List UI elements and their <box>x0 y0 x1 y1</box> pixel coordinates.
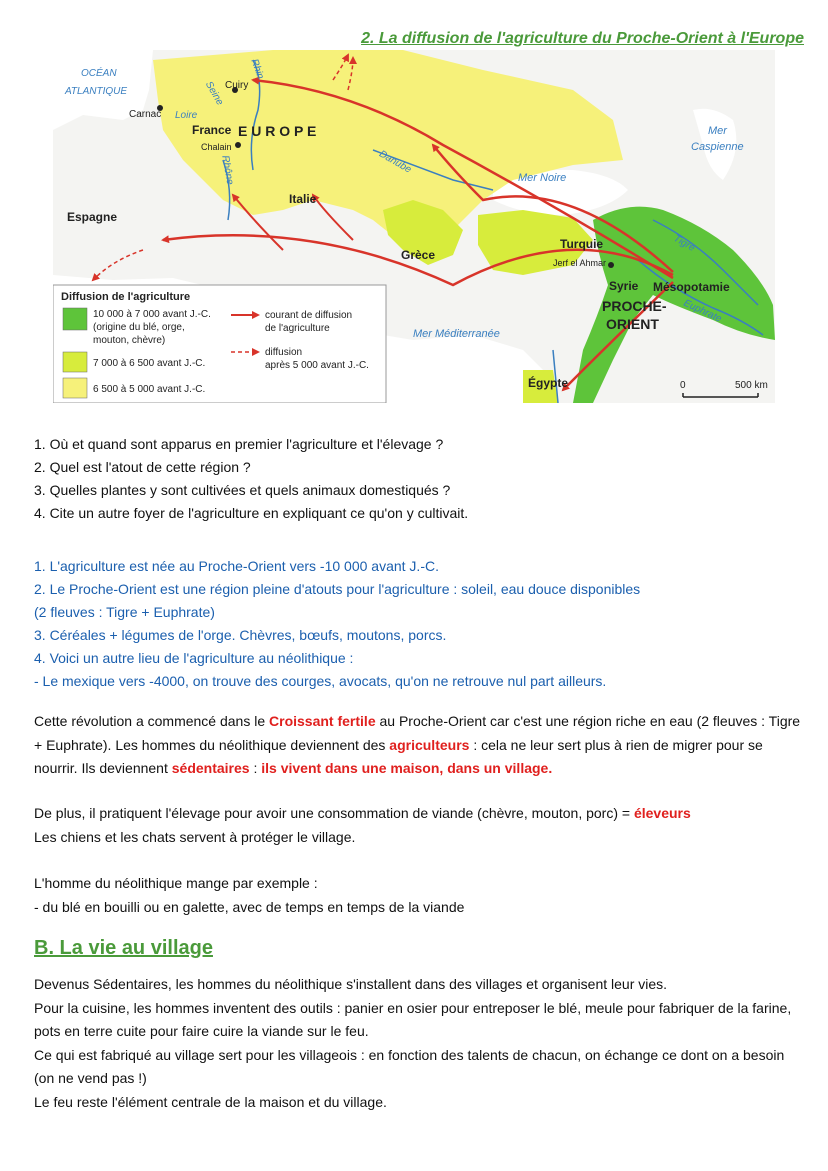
legend-item1-line1: 10 000 à 7 000 avant J.-C. <box>93 309 211 320</box>
grece-label: Grèce <box>401 248 436 262</box>
mer-noire-label: Mer Noire <box>518 172 567 184</box>
caspienne-label-2: Caspienne <box>691 141 744 153</box>
question-1: 1. Où et quand sont apparus en premier l'agriculture et l'élevage ? <box>34 436 444 452</box>
legend-arrow2-line1: diffusion <box>265 347 303 358</box>
p1-text-4: : <box>249 760 262 776</box>
paragraph-croissant-fertile <box>34 710 804 781</box>
p1-highlight-village: ils vivent dans une maison, dans un village. <box>261 760 553 776</box>
syrie-label: Syrie <box>609 279 639 293</box>
legend-item3: 6 500 à 5 000 avant J.-C. <box>93 384 206 395</box>
chalain-dot <box>235 142 241 148</box>
legend-item2: 7 000 à 6 500 avant J.-C. <box>93 358 206 369</box>
p1-text-2: au Proche-Orient car c'est une région riche en eau (2 fleuves : Tigre + Euphrate). Les hommes du néolithique deviennent des <box>34 713 801 753</box>
question-4: 4. Cite un autre foyer de l'agriculture en expliquant ce qu'on y cultivait. <box>34 505 469 521</box>
village-p1: Devenus Sédentaires, les hommes du néolithique s'installent dans des villages et organisent leur vies. <box>34 976 668 992</box>
question-3: 3. Quelles plantes y sont cultivées et quels animaux domestiqués ? <box>34 482 451 498</box>
map-legend <box>53 285 386 403</box>
answer-3: 3. Céréales + légumes de l'orge. Chèvres, bœufs, moutons, porcs. <box>34 627 447 643</box>
legend-item1-line3: mouton, chèvre) <box>93 335 166 346</box>
europe-label: E U R O P E <box>238 123 317 139</box>
legend-swatch-zone3 <box>63 378 87 398</box>
ocean-label: OCÉAN <box>81 68 117 79</box>
orient-label: ORIENT <box>606 316 659 332</box>
village-p2: Pour la cuisine, les hommes inventent des outils : panier en osier pour entreposer le blé, meule pour fabriquer de la farine, pots en terre cuite pour faire cuire la viande sur le feu. <box>34 999 792 1039</box>
p1-text-1: Cette révolution a commencé dans le <box>34 713 270 729</box>
cuiry-label: Cuiry <box>225 80 249 91</box>
danube-label: Danube <box>377 148 414 176</box>
village-p4: Le feu reste l'élément centrale de la maison et du village. <box>34 1093 387 1110</box>
scale-km: 500 km <box>735 380 768 391</box>
proche-label: PROCHE- <box>602 298 667 314</box>
p1-highlight-agriculteurs: agriculteurs <box>389 736 470 753</box>
espagne-label: Espagne <box>67 210 118 224</box>
answer-2: 2. Le Proche-Orient est une région pleine d'atouts pour l'agriculture : soleil, eau douce disponibles <box>34 581 641 597</box>
scale-zero: 0 <box>680 380 686 391</box>
legend-title: Diffusion de l'agriculture <box>61 291 191 303</box>
answer-4-detail: - Le mexique vers -4000, on trouve des courges, avocats, qu'on ne retrouve nul part ailleurs. <box>34 673 607 689</box>
p1-highlight-croissant: Croissant fertile <box>269 713 376 729</box>
carnac-label: Carnac <box>129 109 162 120</box>
mesopotamie-label: Mésopotamie <box>653 280 730 294</box>
euphrate-label: Euphrate <box>681 297 724 325</box>
jerf-label: Jerf el Ahmar <box>553 258 607 268</box>
legend-item1-line2: (origine du blé, orge, <box>93 322 185 333</box>
map-svg <box>53 50 775 403</box>
p2-highlight-eleveurs: éleveurs <box>633 805 691 821</box>
atlantique-label: ATLANTIQUE <box>65 86 128 97</box>
p3-line-2: - du blé en bouilli ou en galette, avec de temps en temps de la viande <box>34 898 465 915</box>
legend-swatch-zone2 <box>63 352 87 372</box>
loire-label: Loire <box>175 110 198 121</box>
turquie-label: Turquie <box>560 237 604 251</box>
chalain-label: Chalain <box>201 142 232 152</box>
village-p3: Ce qui est fabriqué au village sert pour les villageois : en fonction des talents de chacun, on échange ce dont on a besoin (on ne vend pas !) <box>34 1046 785 1086</box>
answer-1: 1. L'agriculture est née au Proche-Orient vers -10 000 avant J.-C. <box>34 558 439 574</box>
p2-line-1 <box>34 802 804 826</box>
tigre-label: Tigre <box>671 233 697 254</box>
italie-label: Italie <box>289 192 317 206</box>
caspienne-label-1: Mer <box>708 125 727 137</box>
section-b-title: B. La vie au village <box>34 937 213 959</box>
legend-arrow1-line1: courant de diffusion <box>265 310 353 321</box>
p2-line-2: Les chiens et les chats servent à protéger le village. <box>34 828 356 845</box>
france-label: France <box>192 123 232 137</box>
p1-highlight-sedentaires: sédentaires <box>171 760 250 776</box>
jerf-dot <box>608 262 614 268</box>
paragraph-elevage <box>34 802 804 849</box>
legend-swatch-zone1 <box>63 308 87 330</box>
questions-list <box>34 433 804 525</box>
legend-arrow2-line2: après 5 000 avant J.-C. <box>265 360 369 371</box>
rhone-label: Rhône <box>219 154 236 186</box>
section-title: 2. La diffusion de l'agriculture du Proche-Orient à l'Europe <box>361 30 804 47</box>
question-2: 2. Quel est l'atout de cette région ? <box>34 459 251 475</box>
seine-label: Seine <box>202 79 226 108</box>
answer-2-continued: (2 fleuves : Tigre + Euphrate) <box>34 604 215 620</box>
village-text <box>34 973 804 1114</box>
paragraph-alimentation <box>34 872 804 919</box>
answer-4: 4. Voici un autre lieu de l'agriculture au néolithique : <box>34 650 354 666</box>
legend-arrow1-line2: de l'agriculture <box>265 323 330 334</box>
agriculture-diffusion-map <box>53 50 775 403</box>
mer-med-label: Mer Méditerranée <box>413 328 500 340</box>
egypte-label: Égypte <box>528 376 569 390</box>
answers-list <box>34 555 804 693</box>
rhin-label: Rhin <box>248 57 266 81</box>
p1-text-3: : cela ne leur sert plus à rien de migrer pour se nourrir. Ils deviennent <box>34 736 763 776</box>
p2-text-1: De plus, il pratiquent l'élevage pour avoir une consommation de viande (chèvre, mouton, porc) = <box>34 805 634 821</box>
p3-line-1: L'homme du néolithique mange par exemple : <box>34 875 318 891</box>
